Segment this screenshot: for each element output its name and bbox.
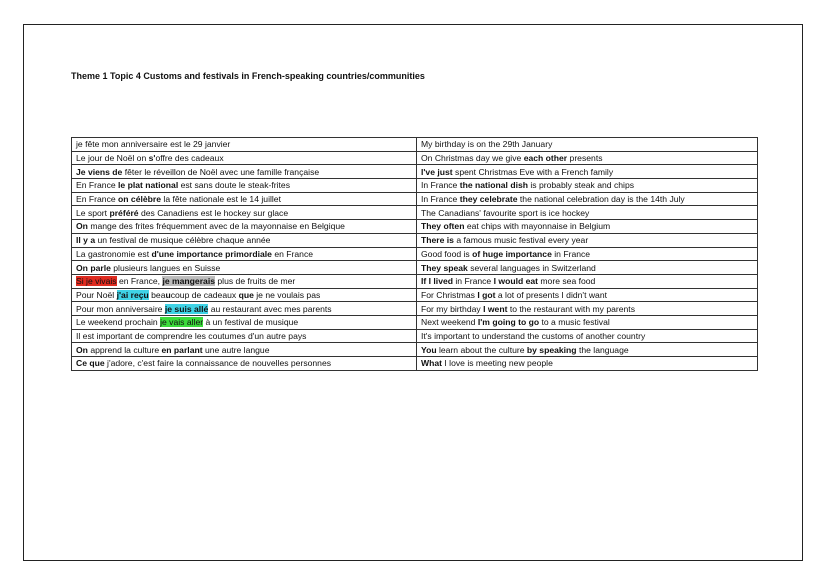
phrase-text: plusieurs langues en Suisse [110,262,221,273]
french-phrase-cell [72,206,417,220]
phrase-text: several languages in Switzerland [467,262,596,273]
phrase-text: I love is meeting new people [442,358,553,369]
phrase-text: le plat national [118,180,179,191]
phrase-text: offre des cadeaux [155,153,224,164]
table-row [72,206,758,220]
phrase-text: a famous music festival every year [453,235,589,246]
vocabulary-table-body [72,138,758,371]
phrase-text: to a music festival [539,317,610,328]
highlighted-text: je mangerais [162,276,215,287]
document-title: Theme 1 Topic 4 Customs and festivals in French-speaking countries/communities [71,71,425,81]
phrase-text: in France [453,276,494,287]
english-translation-cell [417,206,758,220]
table-row [72,329,758,343]
phrase-text: by speaking [526,344,577,355]
table-row [72,343,758,357]
french-phrase-cell [72,179,417,193]
phrase-text: au restaurant avec mes parents [208,303,332,314]
phrase-text: Je viens de [76,166,123,177]
table-row [72,179,758,193]
french-phrase-cell [72,261,417,275]
highlighted-text: je vais aller [160,317,204,328]
phrase-text: They often [421,221,465,232]
phrase-text: Good food is [421,248,473,259]
table-row [72,247,758,261]
french-phrase-cell [72,165,417,179]
table-row [72,302,758,316]
phrase-text: more sea food [538,276,596,287]
phrase-text: des Canadiens est le hockey sur glace [138,207,289,218]
phrase-text: plus de fruits de mer [215,276,296,287]
table-row [72,165,758,179]
phrase-text: En France [76,194,119,205]
english-translation-cell [417,274,758,288]
phrase-text: I've just [421,166,453,177]
table-row [72,261,758,275]
table-row [72,192,758,206]
table-row [72,233,758,247]
phrase-text: For Christmas [421,289,478,300]
phrase-text: en France [271,248,314,259]
phrase-text: On [76,344,88,355]
highlighted-text: je suis allé [164,303,209,314]
phrase-text: En France [76,180,119,191]
french-phrase-cell [72,247,417,261]
phrase-text: spent Christmas Eve with a French family [452,166,614,177]
phrase-text: learn about the culture [436,344,527,355]
phrase-text: préféré [109,207,139,218]
phrase-text: a lot of presents I didn't want [495,289,607,300]
english-translation-cell [417,179,758,193]
phrase-text: On [76,221,88,232]
phrase-text: is probably steak and chips [527,180,635,191]
french-phrase-cell [72,343,417,357]
english-translation-cell [417,261,758,275]
phrase-text: s' [148,153,156,164]
phrase-text: Il est important de comprendre les coutumes d'un autre pays [76,330,307,341]
phrase-text: My birthday is on the 29th January [421,139,553,150]
phrase-text: presents [567,153,603,164]
phrase-text: they celebrate [459,194,518,205]
phrase-text: the language [576,344,629,355]
table-row [72,274,758,288]
phrase-text: of huge importance [472,248,552,259]
phrase-text: la fête nationale est le 14 juillet [161,194,281,205]
english-translation-cell [417,288,758,302]
phrase-text: the national celebration day is the 14th July [517,194,685,205]
phrase-text: the national dish [459,180,528,191]
phrase-text: apprend la culture [87,344,162,355]
phrase-text: In France [421,180,460,191]
french-phrase-cell [72,138,417,152]
phrase-text: je ne voulais pas [253,289,321,300]
table-row [72,315,758,329]
phrase-text: Le weekend prochain [76,317,161,328]
phrase-text: on célèbre [118,194,162,205]
phrase-text: For my birthday [421,303,484,314]
phrase-text: The Canadians' favourite sport is ice hockey [421,207,590,218]
english-translation-cell [417,220,758,234]
french-phrase-cell [72,329,417,343]
phrase-text: On parle [76,262,111,273]
table-row [72,357,758,371]
french-phrase-cell [72,288,417,302]
highlighted-text: Si je vivais [76,276,117,287]
phrase-text: If I lived [421,276,453,287]
phrase-text: en parlant [161,344,203,355]
english-translation-cell [417,192,758,206]
phrase-text: bea [148,289,166,300]
english-translation-cell [417,233,758,247]
phrase-text: Pour mon anniversaire [76,303,165,314]
highlighted-text: j'ai reçu [116,289,149,300]
phrase-text: Next weekend [421,317,478,328]
french-phrase-cell [72,220,417,234]
phrase-text: Le jour de Noël on [76,153,149,164]
english-translation-cell [417,357,758,371]
phrase-text: I would eat [493,276,539,287]
french-phrase-cell [72,192,417,206]
phrase-text: Il y a [76,235,96,246]
phrase-text: La gastronomie est [76,248,152,259]
phrase-text: to the restaurant with my parents [507,303,635,314]
phrase-text: fêter le réveillon de Noël avec une famille française [122,166,320,177]
english-translation-cell [417,138,758,152]
table-row [72,288,758,302]
french-phrase-cell [72,357,417,371]
phrase-text: I'm going to go [477,317,540,328]
phrase-text: On Christmas day we give [421,153,524,164]
phrase-text: mange des frites fréquemment avec de la mayonnaise en Belgique [87,221,345,232]
phrase-text: un festival de musique célèbre chaque année [95,235,271,246]
phrase-text: en France, [116,276,163,287]
french-phrase-cell [72,274,417,288]
phrase-text: It's important to understand the customs of another country [421,330,646,341]
phrase-text: Ce que [76,358,105,369]
phrase-text: eat chips with mayonnaise in Belgium [464,221,611,232]
table-row [72,220,758,234]
french-phrase-cell [72,151,417,165]
phrase-text: que [238,289,254,300]
phrase-text: coup de cadeaux [170,289,239,300]
english-translation-cell [417,151,758,165]
english-translation-cell [417,165,758,179]
english-translation-cell [417,302,758,316]
phrase-text: une autre langue [202,344,270,355]
phrase-text: est sans doute le steak-frites [178,180,290,191]
phrase-text: What [421,358,443,369]
phrase-text: d'une importance primordiale [151,248,272,259]
phrase-text: je fête mon anniversaire est le 29 janvier [76,139,231,150]
phrase-text: There is [421,235,454,246]
table-row [72,151,758,165]
phrase-text: u [165,289,171,300]
english-translation-cell [417,343,758,357]
phrase-text: You [421,344,437,355]
english-translation-cell [417,329,758,343]
phrase-text: Pour Noël [76,289,117,300]
phrase-text: They speak [421,262,468,273]
english-translation-cell [417,247,758,261]
table-row [72,138,758,152]
phrase-text: each other [523,153,568,164]
phrase-text: In France [421,194,460,205]
french-phrase-cell [72,302,417,316]
english-translation-cell [417,315,758,329]
french-phrase-cell [72,233,417,247]
phrase-text: à un festival de musique [203,317,299,328]
french-phrase-cell [72,315,417,329]
phrase-text: Le sport [76,207,110,218]
phrase-text: j'adore, c'est faire la connaissance de nouvelles personnes [104,358,332,369]
phrase-text: in France [551,248,591,259]
phrase-text: I got [477,289,496,300]
vocabulary-table [71,137,758,371]
phrase-text: I went [483,303,508,314]
